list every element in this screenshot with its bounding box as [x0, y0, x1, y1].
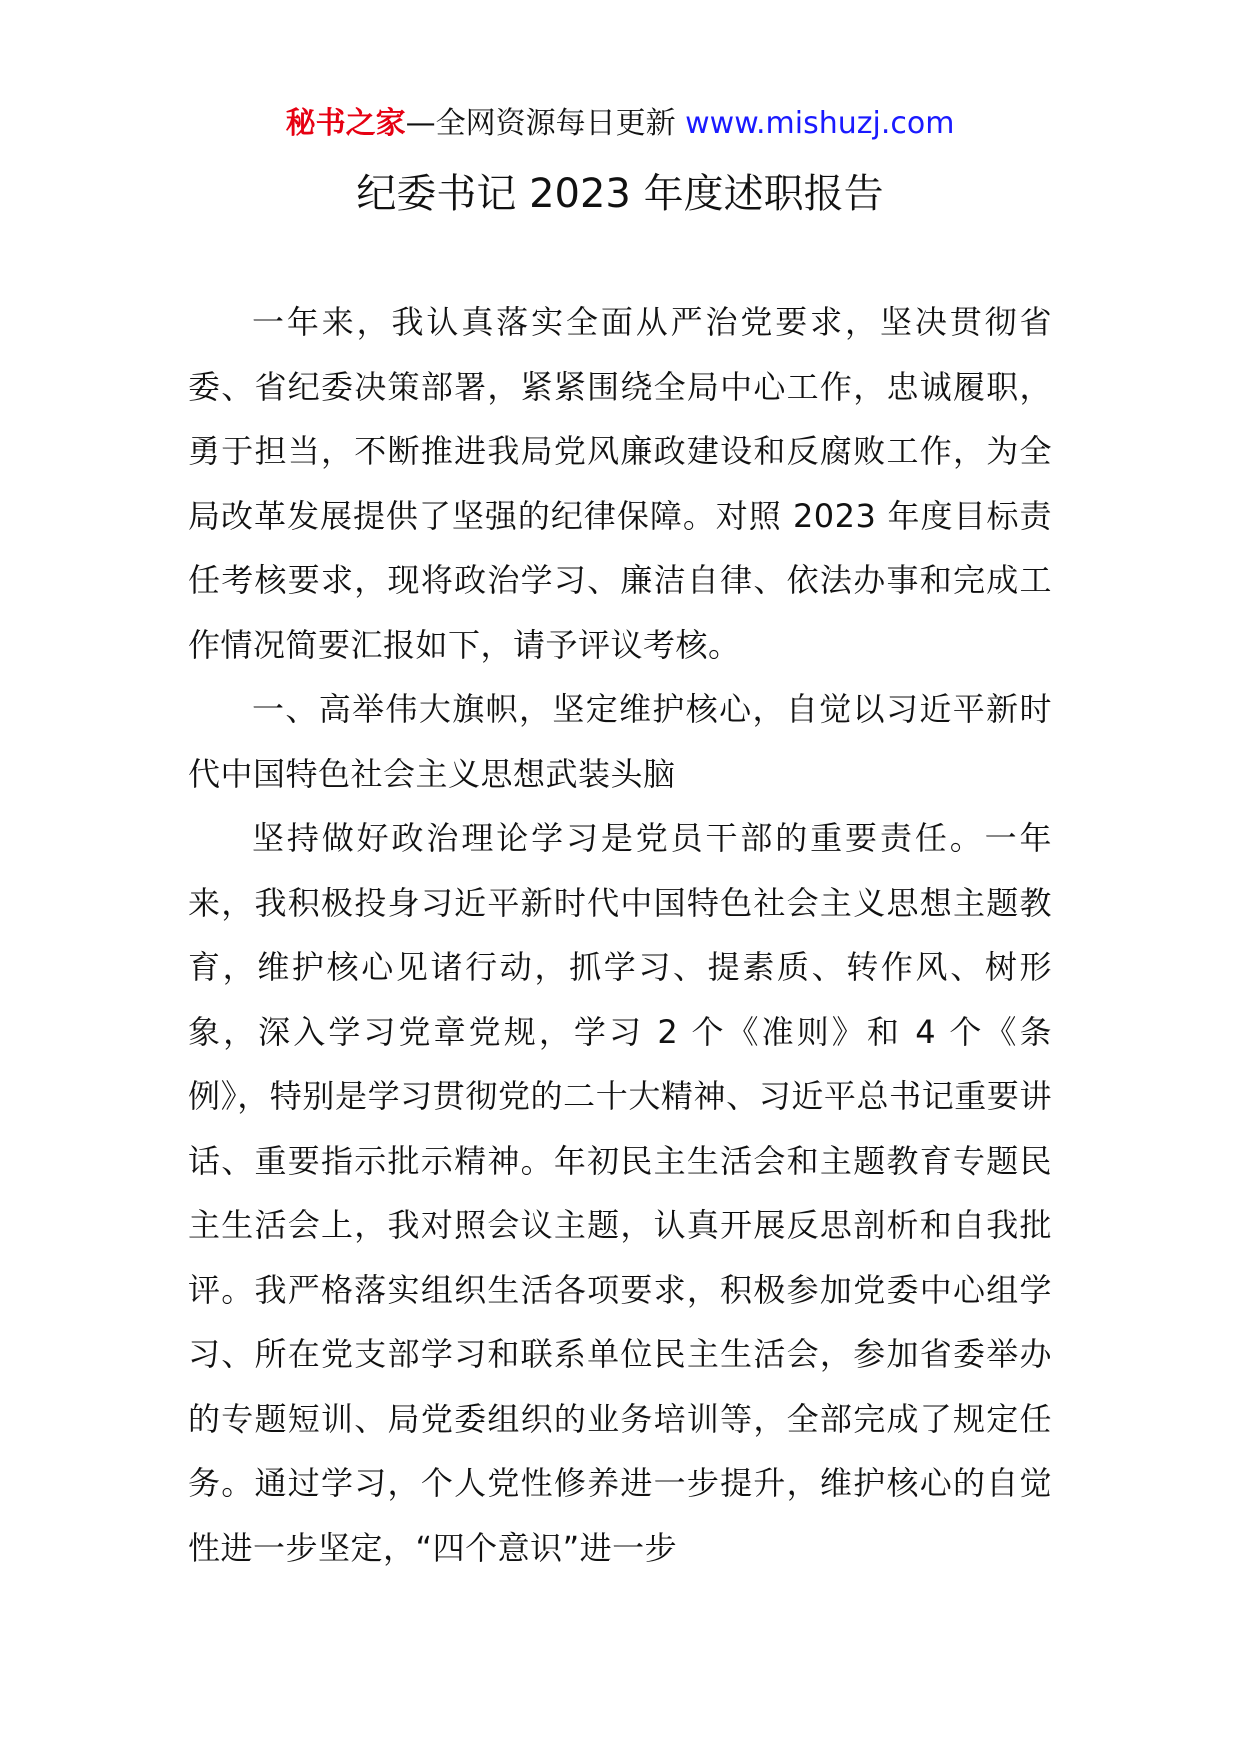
section-paragraph-1: 坚持做好政治理论学习是党员干部的重要责任。一年来，我积极投身习近平新时代中国特色社会主义思想主题教育，维护核心见诸行动，抓学习、提素质、转作风、树形象，深入学习党章党规，学习 2 个《准则》和 4 个《条例》，特别是学习贯彻党的二十大精神、习近平总书记重要讲话、重要指示批示精神。年初民主生活会和主题教育专题民主生活会上，我对照会议主题，认真开展反思剖析和自我批评。我严格落实组织生活各项要求，积极参加党委中心组学习、所在党支部学习和联系单位民主生活会，参加省委举办的专题短训、局党委组织的业务培训等，全部完成了规定任务。通过学习，个人党性修养进一步提升，维护核心的自觉性进一步坚定，“四个意识”进一步: [188, 819, 1052, 1567]
document-title: 纪委书记 2023 年度述职报告: [356, 171, 884, 217]
site-brand: 秘书之家: [285, 106, 406, 141]
site-tagline: —全网资源每日更新: [405, 106, 676, 141]
site-header: [0, 104, 1240, 144]
intro-paragraph: 一年来，我认真落实全面从严治党要求，坚决贯彻省委、省纪委决策部署，紧紧围绕全局中心工作，忠诚履职，勇于担当，不断推进我局党风廉政建设和反腐败工作，为全局改革发展提供了坚强的纪律保障。对照 2023 年度目标责任考核要求，现将政治学习、廉洁自律、依法办事和完成工作情况简要汇报如下，请予评议考核。: [188, 303, 1052, 664]
site-url-link[interactable]: www.mishuzj.com: [685, 106, 955, 141]
document-body: [188, 290, 1052, 1580]
section-heading-1: 一、高举伟大旗帜，坚定维护核心，自觉以习近平新时代中国特色社会主义思想武装头脑: [188, 690, 1052, 793]
